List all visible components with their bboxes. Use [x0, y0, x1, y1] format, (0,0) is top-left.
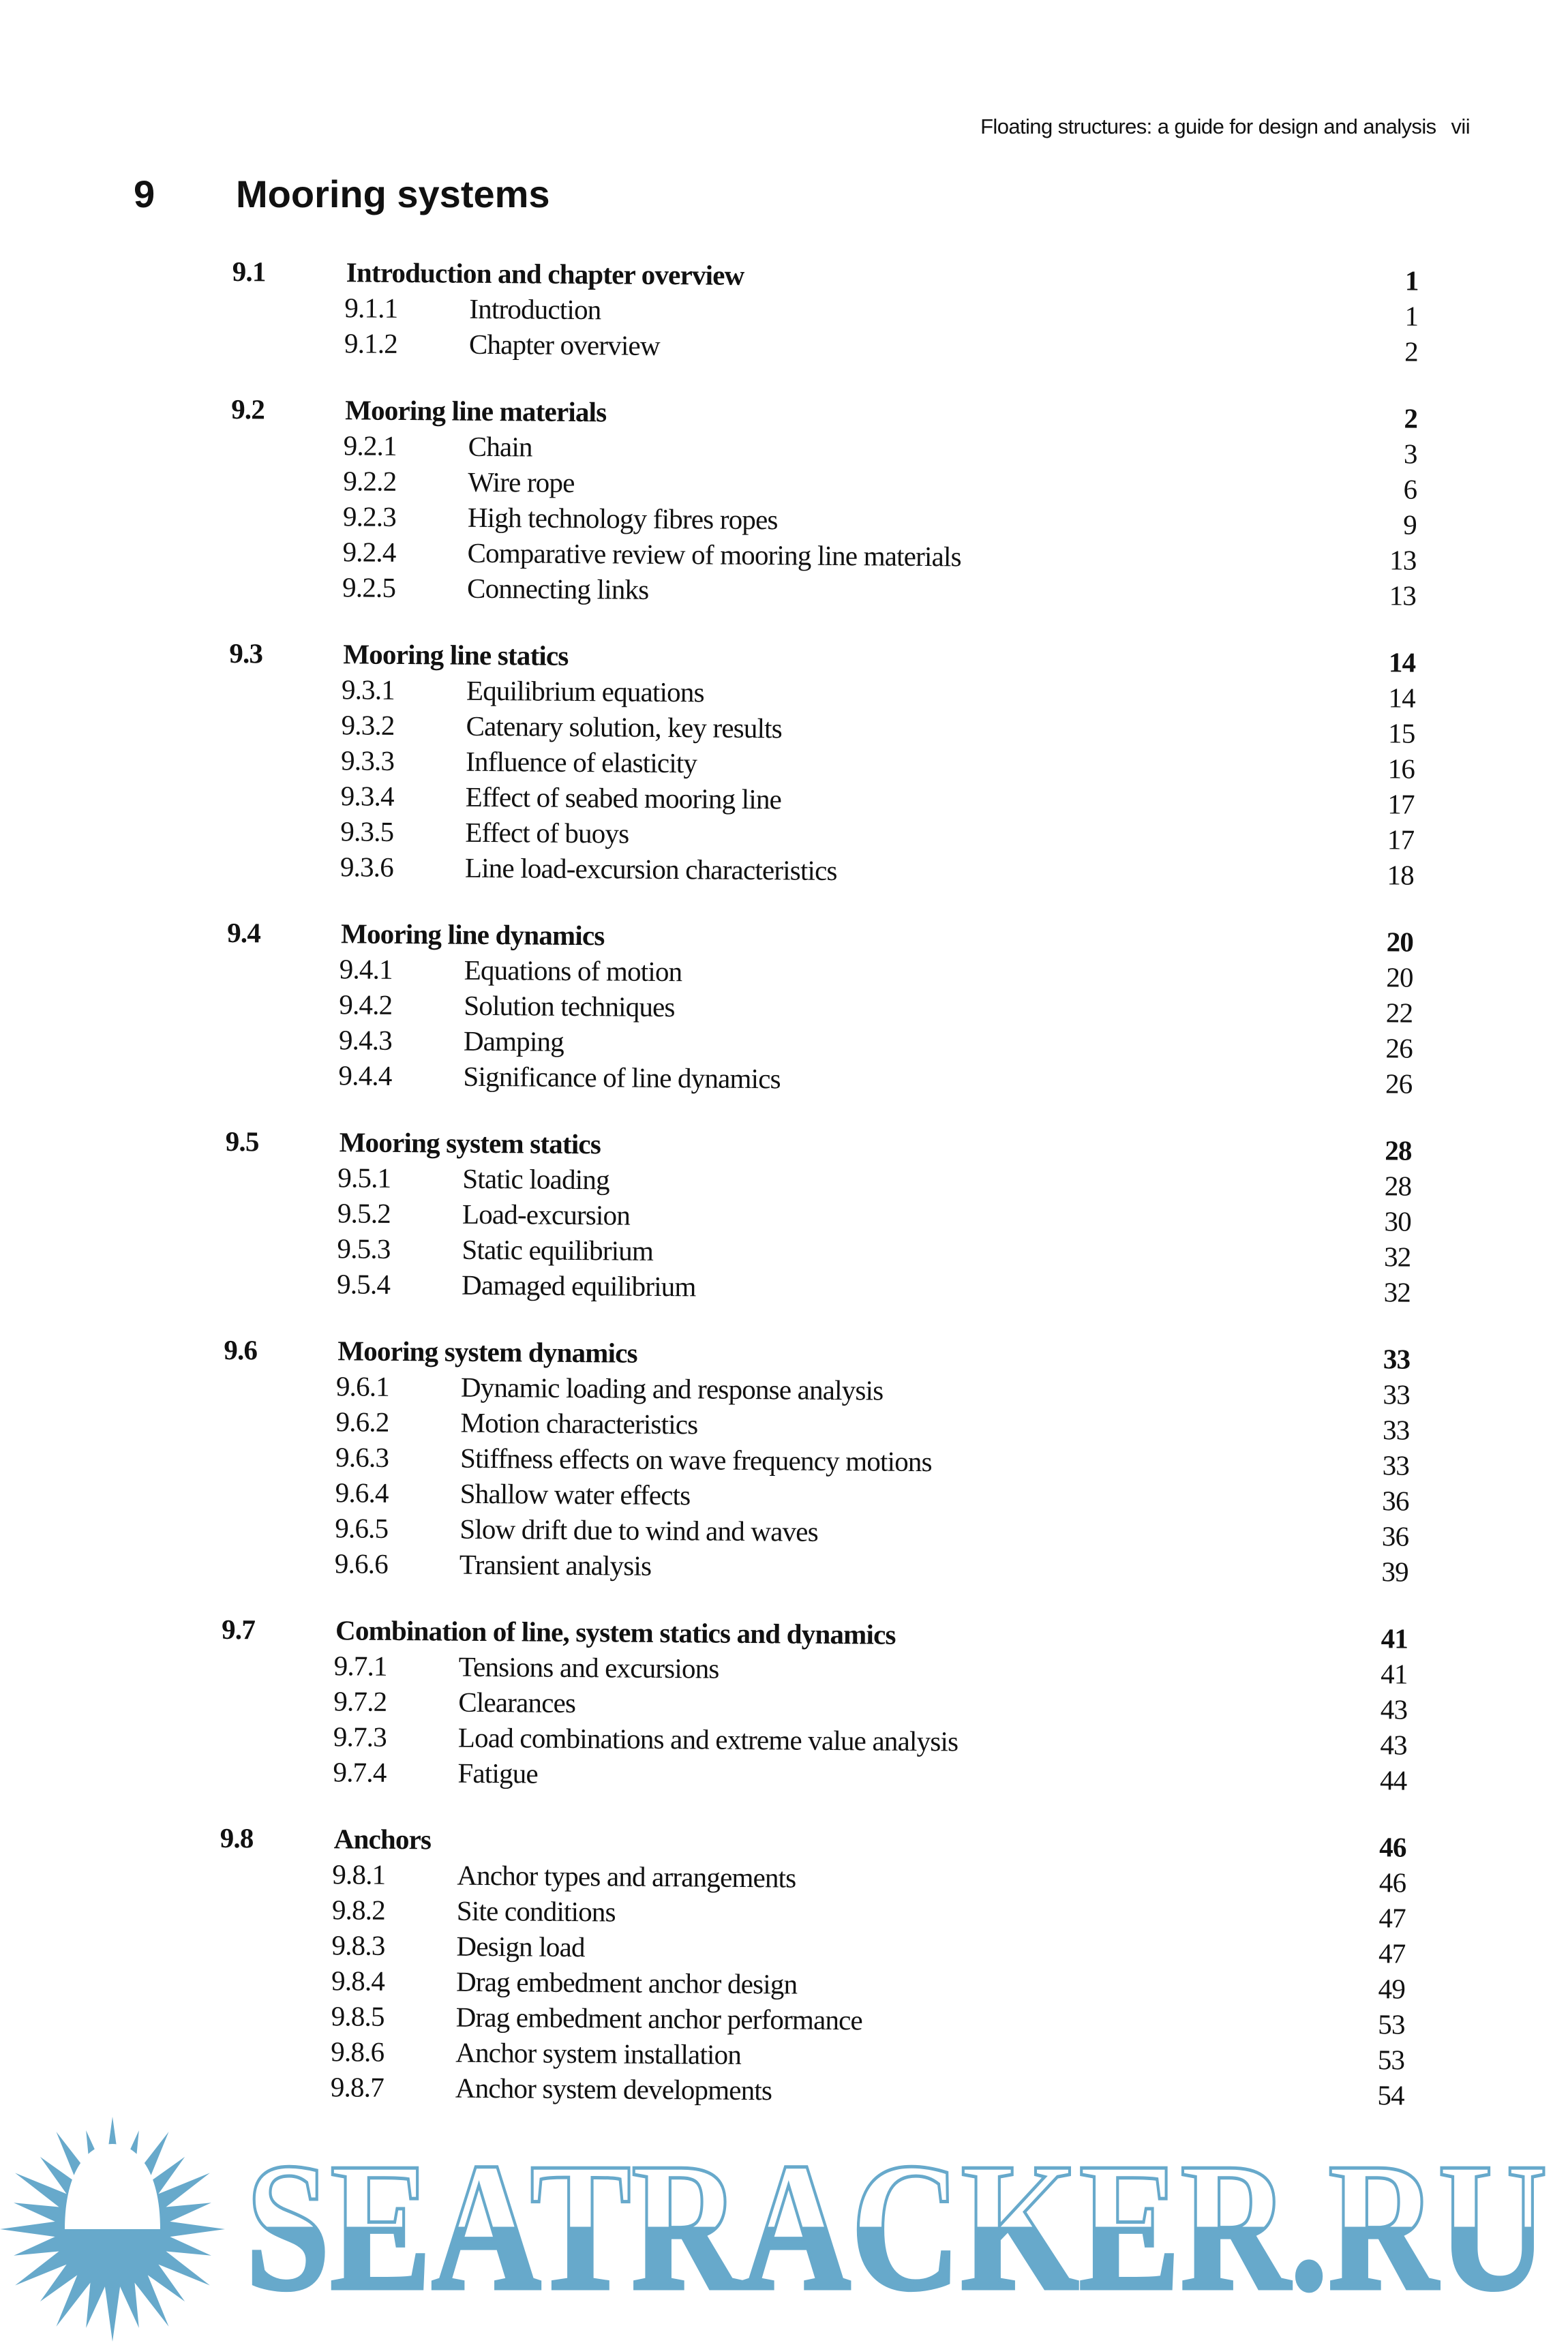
toc-subsection-entry-number: 9.2.3: [342, 500, 397, 532]
toc-subsection-entry-title: Catenary solution, key results: [466, 710, 783, 744]
toc-subsection-entry-title: Solution techniques: [464, 989, 675, 1023]
toc-section-entry-title: Combination of line, system statics and dynamics: [335, 1614, 896, 1650]
toc-subsection-entry-title: Damaged equilibrium: [461, 1269, 696, 1303]
toc-subsection-entry-title: Chapter overview: [468, 328, 660, 361]
toc-subsection-entry-number: 9.2.1: [343, 429, 397, 462]
toc-section-entry-title: Mooring line dynamics: [340, 918, 605, 952]
toc-subsection-entry-title: Static equilibrium: [462, 1233, 654, 1267]
toc-subsection-entry-title: Chain: [468, 430, 532, 463]
toc-subsection-entry-page: 9: [1403, 509, 1417, 541]
toc-subsection-entry-number: 9.3.6: [340, 851, 394, 883]
toc-subsection-entry-number: 9.2.2: [343, 465, 397, 497]
toc-subsection-entry-page: 47: [1378, 1902, 1406, 1934]
toc-subsection-entry-number: 9.4.1: [339, 953, 393, 985]
toc-subsection-entry-number: 9.5.1: [337, 1162, 391, 1194]
toc-subsection-entry-page: 3: [1403, 438, 1417, 470]
toc-subsection-entry-title: Anchor system developments: [455, 2072, 772, 2106]
toc-section-entry-number: 9.1: [232, 255, 266, 288]
toc-subsection-entry-page: 36: [1381, 1520, 1409, 1552]
toc-section-entry-number: 9.7: [221, 1613, 256, 1646]
toc-section: [230, 391, 1417, 614]
toc-subsection-entry-page: 26: [1385, 1068, 1413, 1100]
toc-subsection-entry-number: 9.8.3: [331, 1929, 385, 1961]
toc-subsection-entry-title: Significance of line dynamics: [463, 1060, 781, 1095]
toc-section-entry-page: 14: [1388, 646, 1416, 678]
toc-subsection-entry-page: 44: [1379, 1764, 1407, 1796]
toc-subsection-entry-title: Fatigue: [457, 1757, 539, 1789]
toc-subsection-entry-page: 18: [1387, 859, 1415, 891]
toc-subsection-entry-number: 9.6.5: [335, 1512, 389, 1544]
toc-subsection-entry-page: 16: [1387, 753, 1415, 785]
toc-subsection-entry-title: Line load-excursion characteristics: [464, 851, 837, 886]
toc-subsection-entry-page: 33: [1383, 1378, 1411, 1410]
toc-subsection-entry-number: 9.4.2: [339, 988, 393, 1021]
toc-subsection-entry-page: 1: [1404, 300, 1419, 332]
toc-subsection-entry-number: 9.5.3: [337, 1233, 391, 1265]
toc-subsection-entry-number: 9.3.2: [341, 709, 395, 741]
toc-subsection-entry-number: 9.2.5: [342, 571, 396, 603]
toc-subsection-entry-page: 17: [1387, 788, 1415, 820]
toc-subsection-entry-page: 41: [1381, 1658, 1408, 1690]
toc-subsection-entry-title: Anchor types and arrangements: [457, 1859, 796, 1894]
toc-subsection-entry-title: Tensions and excursions: [458, 1650, 719, 1684]
toc-subsection-entry-title: Site conditions: [456, 1894, 616, 1928]
toc-subsection-entry-number: 9.5.4: [336, 1268, 391, 1300]
toc-subsection-entry-title: Introduction: [469, 292, 601, 326]
toc-subsection-entry-number: 9.1.2: [344, 327, 398, 359]
toc-section-entry-page: 2: [1404, 402, 1418, 434]
toc-subsection-entry-title: Drag embedment anchor design: [455, 1965, 798, 2000]
toc-section-entry-title: Mooring system dynamics: [337, 1335, 637, 1369]
toc-subsection-entry-number: 9.8.7: [330, 2071, 385, 2103]
toc-subsection-entry-number: 9.8.1: [332, 1858, 386, 1890]
toc-subsection-entry-page: 47: [1378, 1937, 1406, 1969]
toc-subsection-entry-number: 9.3.1: [341, 674, 395, 706]
toc-subsection-entry-page: 17: [1387, 823, 1415, 856]
table-of-contents: [218, 254, 1419, 2113]
toc-subsection-entry-page: 53: [1378, 2008, 1405, 2040]
toc-subsection-entry-title: Connecting links: [466, 572, 649, 605]
toc-subsection-entry-number: 9.6.3: [335, 1441, 389, 1473]
toc-subsection-entry-number: 9.7.4: [333, 1756, 387, 1788]
toc-subsection-entry-number: 9.6.4: [335, 1477, 389, 1509]
toc-section-entry-title: Mooring line statics: [343, 638, 569, 671]
toc-subsection-entry-page: 6: [1403, 473, 1417, 505]
toc-subsection-entry-title: Effect of seabed mooring line: [465, 781, 782, 815]
toc-subsection-entry-title: Static loading: [462, 1162, 609, 1196]
toc-subsection-entry-page: 30: [1384, 1205, 1412, 1237]
toc-subsection-entry-number: 9.3.4: [340, 780, 394, 812]
toc-section-entry-page: 20: [1386, 926, 1414, 958]
toc-subsection-entry-page: 2: [1404, 335, 1419, 367]
toc-subsection-entry-title: Equations of motion: [464, 954, 682, 988]
toc-section-entry-title: Anchors: [333, 1823, 432, 1856]
toc-subsection-entry-page: 28: [1384, 1170, 1412, 1202]
toc-subsection-entry-page: 39: [1381, 1556, 1409, 1588]
chapter-title: Mooring systems: [236, 172, 550, 215]
page-number: vii: [1451, 115, 1470, 138]
sun-logo-icon: [0, 2117, 225, 2342]
toc-section-entry-page: 41: [1381, 1622, 1408, 1654]
toc-subsection-entry-number: 9.3.5: [340, 815, 394, 847]
chapter-number: 9: [134, 172, 155, 215]
toc-subsection-entry-title: Load combinations and extreme value analysis: [457, 1721, 959, 1757]
toc-section-entry-page: 33: [1383, 1343, 1411, 1375]
toc-section: [218, 1820, 1406, 2113]
toc-subsection-entry-title: Equilibrium equations: [466, 674, 704, 708]
toc-subsection-entry-page: 26: [1385, 1032, 1413, 1064]
toc-subsection-entry-number: 9.8.6: [331, 2036, 385, 2068]
toc-section: [228, 635, 1416, 893]
toc-subsection-entry-page: 49: [1378, 1973, 1406, 2005]
toc-subsection-entry-number: 9.7.1: [333, 1650, 387, 1682]
toc-subsection-entry-title: Effect of buoys: [465, 816, 629, 849]
toc-section: [226, 915, 1413, 1102]
toc-subsection-entry-title: Load-excursion: [462, 1198, 631, 1231]
toc-subsection-entry-title: Slow drift due to wind and waves: [459, 1513, 819, 1547]
toc-subsection-entry-number: 9.8.2: [331, 1894, 386, 1926]
toc-subsection-entry-page: 22: [1385, 997, 1413, 1029]
toc-subsection-entry-page: 32: [1383, 1241, 1411, 1273]
toc-subsection-entry-title: Transient analysis: [459, 1548, 652, 1582]
toc-subsection-entry-title: Wire rope: [468, 466, 575, 498]
toc-subsection-entry-number: 9.7.2: [333, 1685, 387, 1717]
toc-subsection-entry-page: 33: [1382, 1449, 1410, 1481]
chapter-heading: [134, 172, 550, 216]
toc-subsection-entry-number: 9.8.5: [331, 2000, 385, 2032]
toc-subsection-entry-title: Dynamic loading and response analysis: [460, 1371, 884, 1406]
toc-section: [222, 1332, 1411, 1590]
toc-subsection-entry-title: Design load: [456, 1930, 585, 1963]
toc-section-entry-title: Mooring line materials: [345, 394, 607, 428]
toc-subsection-entry-page: 32: [1383, 1276, 1411, 1308]
toc-section-entry-title: Mooring system statics: [339, 1126, 601, 1160]
toc-section: [224, 1123, 1412, 1310]
toc-section-entry-number: 9.6: [224, 1333, 258, 1366]
toc-subsection-entry-page: 54: [1377, 2079, 1405, 2111]
toc-subsection-entry-title: Damping: [463, 1025, 564, 1057]
toc-subsection-entry-number: 9.4.4: [338, 1059, 392, 1091]
running-head: [980, 115, 1470, 139]
toc-subsection-entry-page: 15: [1387, 717, 1415, 749]
toc-subsection-entry-title: Comparative review of mooring line materials: [467, 536, 961, 573]
toc-subsection-entry-page: 13: [1389, 544, 1417, 576]
toc-subsection-entry-page: 46: [1378, 1866, 1406, 1899]
toc-subsection-entry-page: 53: [1377, 2044, 1405, 2076]
toc-section-entry-page: 28: [1385, 1134, 1412, 1166]
toc-subsection-entry-title: Anchor system installation: [455, 2036, 742, 2070]
toc-section-entry-title: Introduction and chapter overview: [346, 256, 744, 291]
toc-subsection-entry-number: 9.6.6: [334, 1547, 389, 1579]
toc-subsection-entry-number: 9.6.1: [335, 1370, 390, 1402]
toc-subsection-entry-title: High technology fibres ropes: [467, 501, 778, 536]
toc-subsection-entry-number: 9.5.2: [337, 1197, 391, 1229]
toc-subsection-entry-number: 9.1.1: [344, 292, 398, 324]
toc-subsection-entry-title: Motion characteristics: [460, 1406, 698, 1440]
toc-subsection-entry-page: 43: [1380, 1729, 1408, 1761]
toc-subsection-entry-page: 33: [1382, 1414, 1410, 1446]
watermark: [0, 2110, 1568, 2343]
toc-subsection-entry-page: 13: [1389, 579, 1417, 611]
toc-section-entry-page: 1: [1404, 264, 1419, 297]
toc-section-entry-number: 9.4: [226, 916, 261, 949]
toc-subsection-entry-page: 43: [1380, 1693, 1408, 1725]
toc-subsection-entry-number: 9.3.3: [340, 744, 395, 776]
toc-subsection-entry-number: 9.6.2: [335, 1406, 389, 1438]
toc-section-entry-number: 9.5: [225, 1125, 259, 1158]
toc-subsection-entry-number: 9.2.4: [342, 536, 396, 568]
toc-subsection-entry-page: 36: [1382, 1485, 1409, 1517]
toc-subsection-entry-page: 20: [1386, 961, 1413, 993]
watermark-text: SEATRACKER.RU: [245, 2125, 1548, 2329]
toc-subsection-entry-title: Influence of elasticity: [465, 745, 697, 779]
toc-section-entry-number: 9.3: [229, 637, 263, 669]
toc-section-entry-page: 46: [1379, 1831, 1406, 1863]
toc-section: [220, 1612, 1408, 1798]
toc-subsection-entry-page: 14: [1388, 682, 1416, 714]
toc-subsection-entry-title: Stiffness effects on wave frequency motions: [459, 1442, 932, 1478]
toc-subsection-entry-number: 9.7.3: [333, 1721, 387, 1753]
toc-subsection-entry-number: 9.4.3: [338, 1024, 393, 1056]
toc-section: [232, 254, 1419, 369]
toc-subsection-entry-number: 9.8.4: [331, 1965, 385, 1997]
toc-section-entry-number: 9.2: [231, 393, 265, 425]
toc-subsection-entry-title: Drag embedment anchor performance: [455, 2001, 863, 2036]
toc-section-entry-number: 9.8: [220, 1822, 254, 1854]
toc-subsection-entry-title: Shallow water effects: [459, 1477, 691, 1511]
book-title: Floating structures: a guide for design and analysis: [980, 115, 1436, 138]
toc-subsection-entry-title: Clearances: [458, 1686, 576, 1719]
